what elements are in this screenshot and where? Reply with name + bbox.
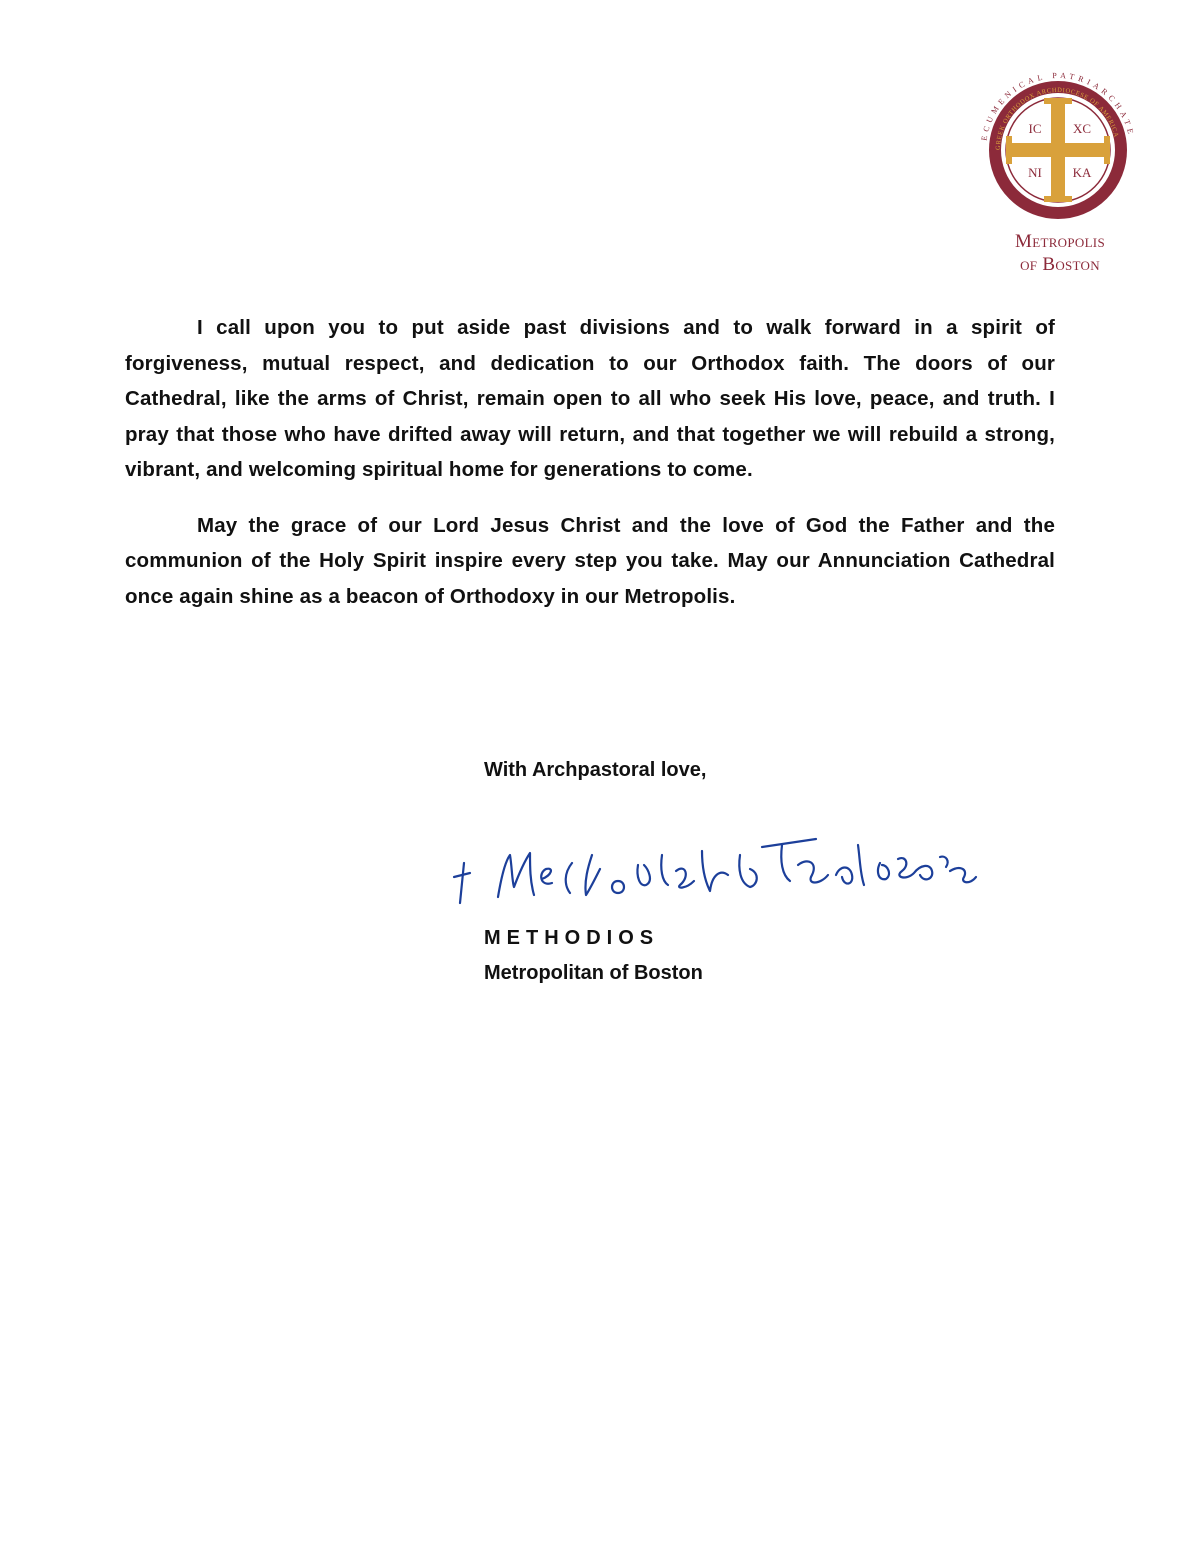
letter-closing: With Archpastoral love,	[484, 759, 707, 781]
organization-name-line2: of Boston	[1020, 254, 1100, 275]
signer-name: METHODIOS	[484, 927, 660, 949]
letter-paragraph-1: I call upon you to put aside past divisions and to walk forward in a spirit of forgiveness, mutual respect, and dedication to our Orthodox faith. The doors of our Cathedral, like the arms of Christ, remain open to all who seek His love, peace, and truth. I pray that those who have drifted away will return, and that together we will rebuild a strong, vibrant, and welcoming spiritual home for generations to come.	[125, 316, 1055, 481]
seal-inner-text: GREEK ORTHODOX ARCHDIOCESE OF AMERICA	[994, 86, 1120, 151]
seal-letters-ni: NI	[1028, 165, 1042, 180]
seal-letters-xc: XC	[1072, 121, 1092, 136]
seal-letters-ka: KA	[1072, 165, 1092, 180]
seal-letters-ic: IC	[1028, 121, 1042, 136]
metropolis-seal-logo	[978, 70, 1138, 230]
organization-name-line1: Metropolis	[1015, 231, 1105, 252]
signer-title: Metropolitan of Boston	[484, 962, 703, 984]
handwritten-signature	[440, 815, 1000, 915]
letter-paragraph-2: May the grace of our Lord Jesus Christ and the love of God the Father and the communion of the Holy Spirit inspire every step you take. May our Annunciation Cathedral once again shine as a beacon of Orthodoxy in our Metropolis.	[125, 513, 1055, 608]
seal-outer-text: ECUMENICAL PATRIARCHATE	[979, 70, 1136, 142]
organization-name	[950, 230, 1170, 276]
letter-body	[125, 310, 1055, 634]
